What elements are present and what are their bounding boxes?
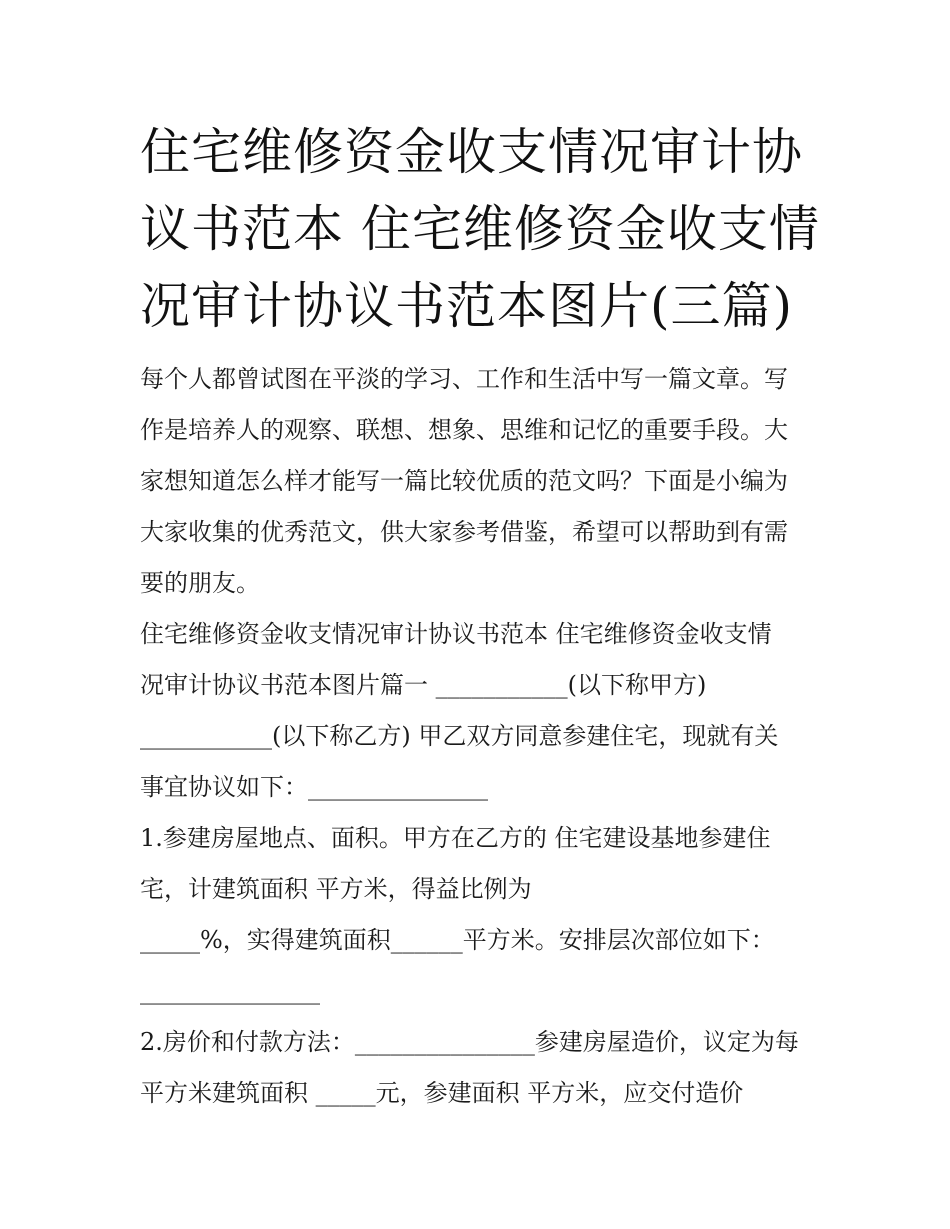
body-line: 住宅维修资金收支情况审计协议书范本 住宅维修资金收支情 xyxy=(140,620,772,648)
document-title xyxy=(140,114,820,345)
title-line: 议书范本 住宅维修资金收支情 xyxy=(140,200,820,258)
body-line: 家想知道怎么样才能写一篇比较优质的范文吗？下面是小编为 xyxy=(140,467,788,495)
body-line: 每个人都曾试图在平淡的学习、工作和生活中写一篇文章。写 xyxy=(140,365,788,393)
document-body xyxy=(140,354,820,1119)
body-line: 1.参建房屋地点、面积。甲方在乙方的 住宅建设基地参建住 xyxy=(140,824,771,852)
body-line: 宅，计建筑面积 平方米，得益比例为 xyxy=(140,875,532,903)
body-line: _____%，实得建筑面积______平方米。安排层次部位如下： xyxy=(140,926,775,954)
title-line: 况审计协议书范本图片(三篇) xyxy=(140,277,794,335)
body-line: ___________(以下称乙方) 甲乙双方同意参建住宅，现就有关 xyxy=(140,722,779,750)
body-line: 况审计协议书范本图片篇一 ___________(以下称甲方) xyxy=(140,671,707,699)
body-line: 2.房价和付款方法：_______________参建房屋造价，议定为每 xyxy=(140,1028,799,1056)
body-line: 作是培养人的观察、联想、想象、思维和记忆的重要手段。大 xyxy=(140,416,788,444)
body-line: 要的朋友。 xyxy=(140,569,260,597)
body-line: 平方米建筑面积 _____元，参建面积 平方米，应交付造价 xyxy=(140,1079,744,1107)
body-line: 事宜协议如下：_______________ xyxy=(140,773,488,801)
title-line: 住宅维修资金收支情况审计协 xyxy=(140,123,803,181)
body-line: _______________ xyxy=(140,977,320,1005)
body-line: 大家收集的优秀范文，供大家参考借鉴，希望可以帮助到有需 xyxy=(140,518,788,546)
